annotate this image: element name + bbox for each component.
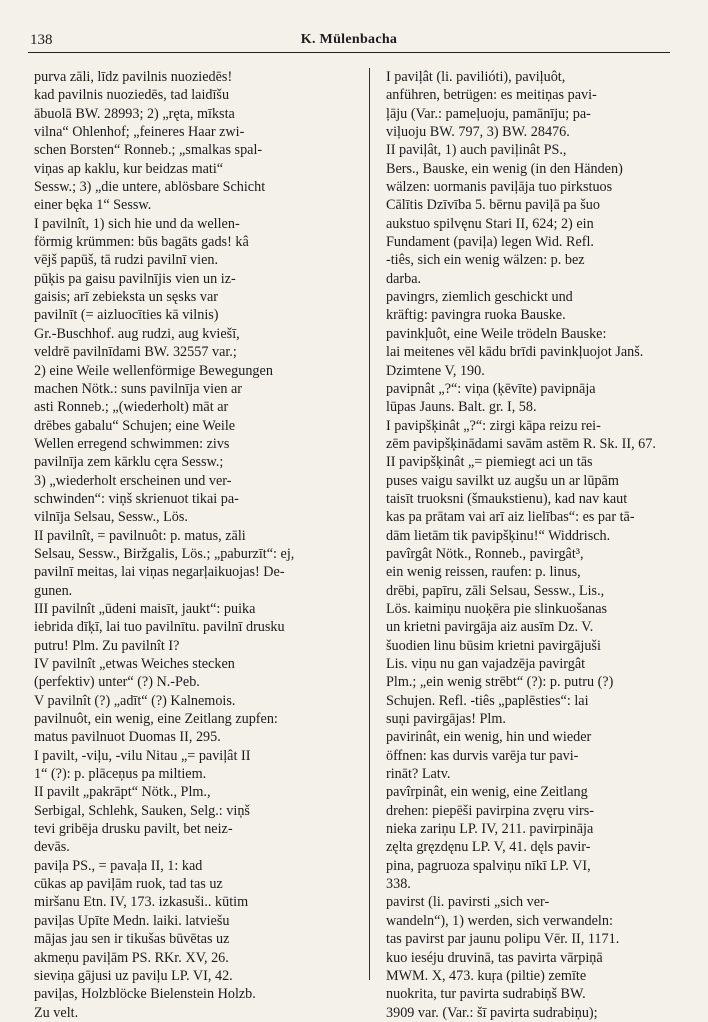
text-line: darba. — [386, 270, 422, 287]
text-line: zęlta gręzdęnu LP. V, 41. dęls pavir- — [386, 839, 591, 856]
text-line: gaisis; arī zebieksta un sęsks var — [34, 289, 218, 306]
text-line: V pavilnît (?) „adīt“ (?) Kalnemois. — [34, 692, 236, 709]
text-line: I paviļât (li. pavilióti), paviļuôt, — [386, 69, 566, 85]
text-line: aukstuo spilvęnu Stari II, 624; 2) ein — [386, 215, 594, 232]
text-line: einer bęka 1“ Sessw. — [34, 197, 152, 214]
text-line: MWM. X, 473. kuŗa (piltie) zemīte — [386, 967, 587, 984]
text-line: -tiês, sich ein wenig wälzen: p. bez — [386, 252, 585, 269]
text-line: pūķis pa gaisu pavilnījis vien un iz- — [34, 270, 236, 287]
text-line: iebrida dīķī, lai tuo pavilnītu. pavilnī drusku — [34, 619, 285, 636]
text-line: Plm.; „ein wenig strēbt“ (?): p. putru (?) — [386, 674, 614, 691]
text-line: kräftig: pavingra ruoka Bauske. — [386, 307, 566, 324]
text-line: ļāju (Var.: pameļuoju, pamānīju; pa- — [386, 105, 591, 122]
text-line: paviļas Upīte Medn. laiki. latviešu — [34, 912, 230, 929]
text-line: pavilnīt (= aizluocīties kā vilnis) — [34, 307, 219, 324]
text-line: devās. — [34, 839, 70, 856]
text-line: III pavilnît „ūdeni maisīt, jaukt“: puika — [34, 600, 256, 617]
text-line: pavîrpinât, ein wenig, eine Zeitlang — [386, 784, 588, 801]
page-header — [28, 30, 670, 53]
text-line: ein wenig reissen, raufen: p. linus, — [386, 564, 581, 581]
text-line: paviļa PS., = pavaļa II, 1: kad — [34, 857, 203, 874]
text-line: paviļas, Holzblöcke Bielenstein Holzb. — [34, 986, 256, 1003]
text-line: kuo ieséju druvinā, tas pavirta vārpiņā — [386, 949, 603, 966]
text-line: pavilnī meitas, lai viņas negarļaikuojas! De- — [34, 564, 285, 581]
text-line: matus pavilnuot Duomas II, 295. — [34, 729, 221, 746]
text-line: vilna“ Ohlenhof; „feineres Haar zwi- — [34, 124, 245, 141]
text-line: nieka zariņu LP. IV, 211. pavirpināja — [386, 821, 594, 838]
text-line: putru! Plm. Zu pavilnît I? — [34, 637, 180, 654]
page-number: 138 — [30, 32, 53, 48]
text-line: schwinden“: viņš skrienuot tikai pa- — [34, 490, 239, 507]
text-line: taisīt truoksni (šmaukstienu), kad nav kaut — [386, 490, 628, 507]
text-line: dām lietām tik pavipšķinu!“ Widdrisch. — [386, 527, 611, 544]
text-line: asti Ronneb.; „(wiederholt) māt ar — [34, 399, 229, 416]
text-line: pavipnât „?“: viņa (ķēvīte) pavipnāja — [386, 380, 596, 397]
text-line: 3) „wiederholt erscheinen und ver- — [34, 472, 232, 489]
text-line: I pavipšķinât „?“: zirgi kāpa reizu rei- — [386, 417, 601, 434]
text-line: 338. — [386, 876, 411, 893]
text-line: viņas ap kaklu, kur beidzas mati“ — [34, 160, 224, 177]
text-line: pavîrgât Nötk., Ronneb., pavirgât³, — [386, 545, 584, 562]
text-line: sieviņa gājusi uz paviļu LP. VI, 42. — [34, 967, 233, 984]
text-line: Selsau, Sessw., Biržgalis, Lös.; „paburzīt“: ej, — [34, 545, 295, 562]
text-line: Zu velt. — [34, 1004, 79, 1021]
text-line: ābuolā BW. 28993; 2) „ręta, mīksta — [34, 105, 235, 122]
text-line: Lis. viņu nu gan vajadzēja pavirgât — [386, 656, 586, 672]
text-line: purva zāli, līdz pavilnis nuoziedēs! — [34, 69, 233, 85]
text-line: Fundament (paviļa) legen Wid. Refl. — [386, 234, 594, 251]
text-line: I pavilnît, 1) sich hie und da wellen- — [34, 215, 240, 232]
text-line: schen Borsten“ Ronneb.; „smalkas spal- — [34, 142, 263, 159]
text-line: tas pavirst par jaunu polipu Vēr. II, 1171. — [386, 931, 620, 948]
text-line: rināt? Latv. — [386, 766, 451, 783]
text-line: miršanu Etn. IV, 173. izkasuši.. kūtim — [34, 894, 249, 911]
text-line: vējš papūš, tā rudzi pavilnī vien. — [34, 252, 219, 269]
text-line: öffnen: kas durvis varēja tur pavi- — [386, 747, 579, 764]
text-line: IV pavilnît „etwas Weiches stecken — [34, 656, 235, 672]
text-line: II pavilnît, = pavilnuôt: p. matus, zāli — [34, 527, 246, 544]
text-line: vilnīja Selsau, Sessw., Lös. — [34, 509, 188, 526]
running-head: K. Mülenbacha — [300, 32, 398, 47]
text-line: lai meitenes vēl kādu brīdi pavinkļuojot Janš. — [386, 344, 644, 361]
text-line: un krietni pavirgāja aiz ausīm Dz. V. — [386, 619, 594, 636]
text-line: Lös. kaimiņu nuoķēra pie slinkuošanas — [386, 600, 608, 617]
text-line: Cālītis Dzīvība 5. bērnu paviļā pa šuo — [386, 197, 600, 214]
text-line: 1“ (?): p. plāceņus pa miltiem. — [34, 766, 207, 783]
right-column — [386, 68, 708, 1021]
text-line: puses vaigu savilkt uz augšu un ar lūpām — [386, 472, 619, 489]
text-line: (perfektiv) unter“ (?) N.-Peb. — [34, 674, 200, 691]
text-line: Sessw.; 3) „die untere, ablösbare Schicht — [34, 179, 266, 196]
text-line: II pavilt „pakrāpt“ Nötk., Plm., — [34, 784, 211, 801]
text-line: Dzimtene V, 190. — [386, 362, 485, 379]
text-line: Wellen erregend schwimmen: zivs — [34, 435, 230, 452]
text-line: Gr.-Buschhof. aug rudzi, aug kviešī, — [34, 325, 240, 342]
text-line: machen Nötk.: suns pavilnīja vien ar — [34, 380, 243, 397]
text-line: suņi pavirgājas! Plm. — [386, 711, 506, 728]
text-line: šuodien linu būsim krietni pavirgājuši — [386, 637, 601, 654]
text-line: viļuoju BW. 797, 3) BW. 28476. — [386, 124, 570, 141]
text-line: pavilnuôt, ein wenig, eine Zeitlang zupfen: — [34, 711, 278, 728]
text-line: 3909 var. (Var.: šī pavirta sudrabiņu); — [386, 1004, 598, 1021]
text-line: wandeln“), 1) werden, sich verwandeln: — [386, 912, 613, 929]
text-line: cūkas ap paviļām ruok, tad tas uz — [34, 876, 223, 893]
text-line: drēbi, papīru, zāli Selsau, Sessw., Lis., — [386, 582, 605, 599]
text-line: drehen: piepēši pavirpina zvęru virs- — [386, 802, 595, 819]
text-line: veldrē pavilnīdami BW. 32557 var.; — [34, 344, 237, 361]
text-line: akmeņu paviļām PS. RKr. XV, 26. — [34, 949, 229, 966]
text-line: Bers., Bauske, ein wenig (in den Händen) — [386, 160, 623, 177]
left-column — [34, 68, 356, 1021]
text-line: pavirst (li. pavirsti „sich ver- — [386, 894, 550, 911]
text-line: Serbigal, Schlehk, Sauken, Selg.: viņš — [34, 802, 250, 819]
column-divider — [369, 68, 370, 980]
text-line: lūpas Jauns. Balt. gr. I, 58. — [386, 399, 537, 416]
text-line: mājas jau sen ir tikušas būvētas uz — [34, 931, 230, 948]
text-line: II paviļât, 1) auch paviļinât PS., — [386, 142, 567, 159]
text-line: anführen, betrügen: es meitiņas pavi- — [386, 87, 597, 104]
text-line: pavingrs, ziemlich geschickt und — [386, 289, 573, 306]
text-line: Schujen. Refl. -tiês „paplēsties“: lai — [386, 692, 589, 709]
text-line: kad pavilnis nuoziedēs, tad laidīšu — [34, 87, 230, 104]
text-line: gunen. — [34, 582, 73, 599]
text-line: zēm pavipšķinādami savām astēm R. Sk. II, 67. — [386, 435, 656, 452]
text-line: nuokrita, tur pavirta sudrabiņš BW. — [386, 986, 586, 1003]
text-line: tevi gribēja drusku pavilt, bet neiz- — [34, 821, 233, 838]
text-line: pavilnīja zem kārklu cęra Sessw.; — [34, 454, 224, 471]
text-line: pina, pagruoza spalviņu nīkī LP. VI, — [386, 857, 591, 874]
text-line: kas pa prātam vai arī aiz lielības“: es par tā- — [386, 509, 635, 526]
text-line: wälzen: uormanis paviļāja tuo pirkstuos — [386, 179, 613, 196]
text-line: pavinkļuôt, eine Weile trödeln Bauske: — [386, 325, 607, 342]
text-line: förmig krümmen: būs bagāts gads! kâ — [34, 234, 249, 251]
text-line: pavirinât, ein wenig, hin und wieder — [386, 729, 592, 746]
text-line: II pavipšķinât „= piemiegt aci un tās — [386, 454, 593, 471]
text-line: I pavilt, -viļu, -vilu Nitau „= paviļât II — [34, 747, 251, 764]
text-line: 2) eine Weile wellenförmige Bewegungen — [34, 362, 273, 379]
text-line: drēbes gabalu“ Schujen; eine Weile — [34, 417, 236, 434]
